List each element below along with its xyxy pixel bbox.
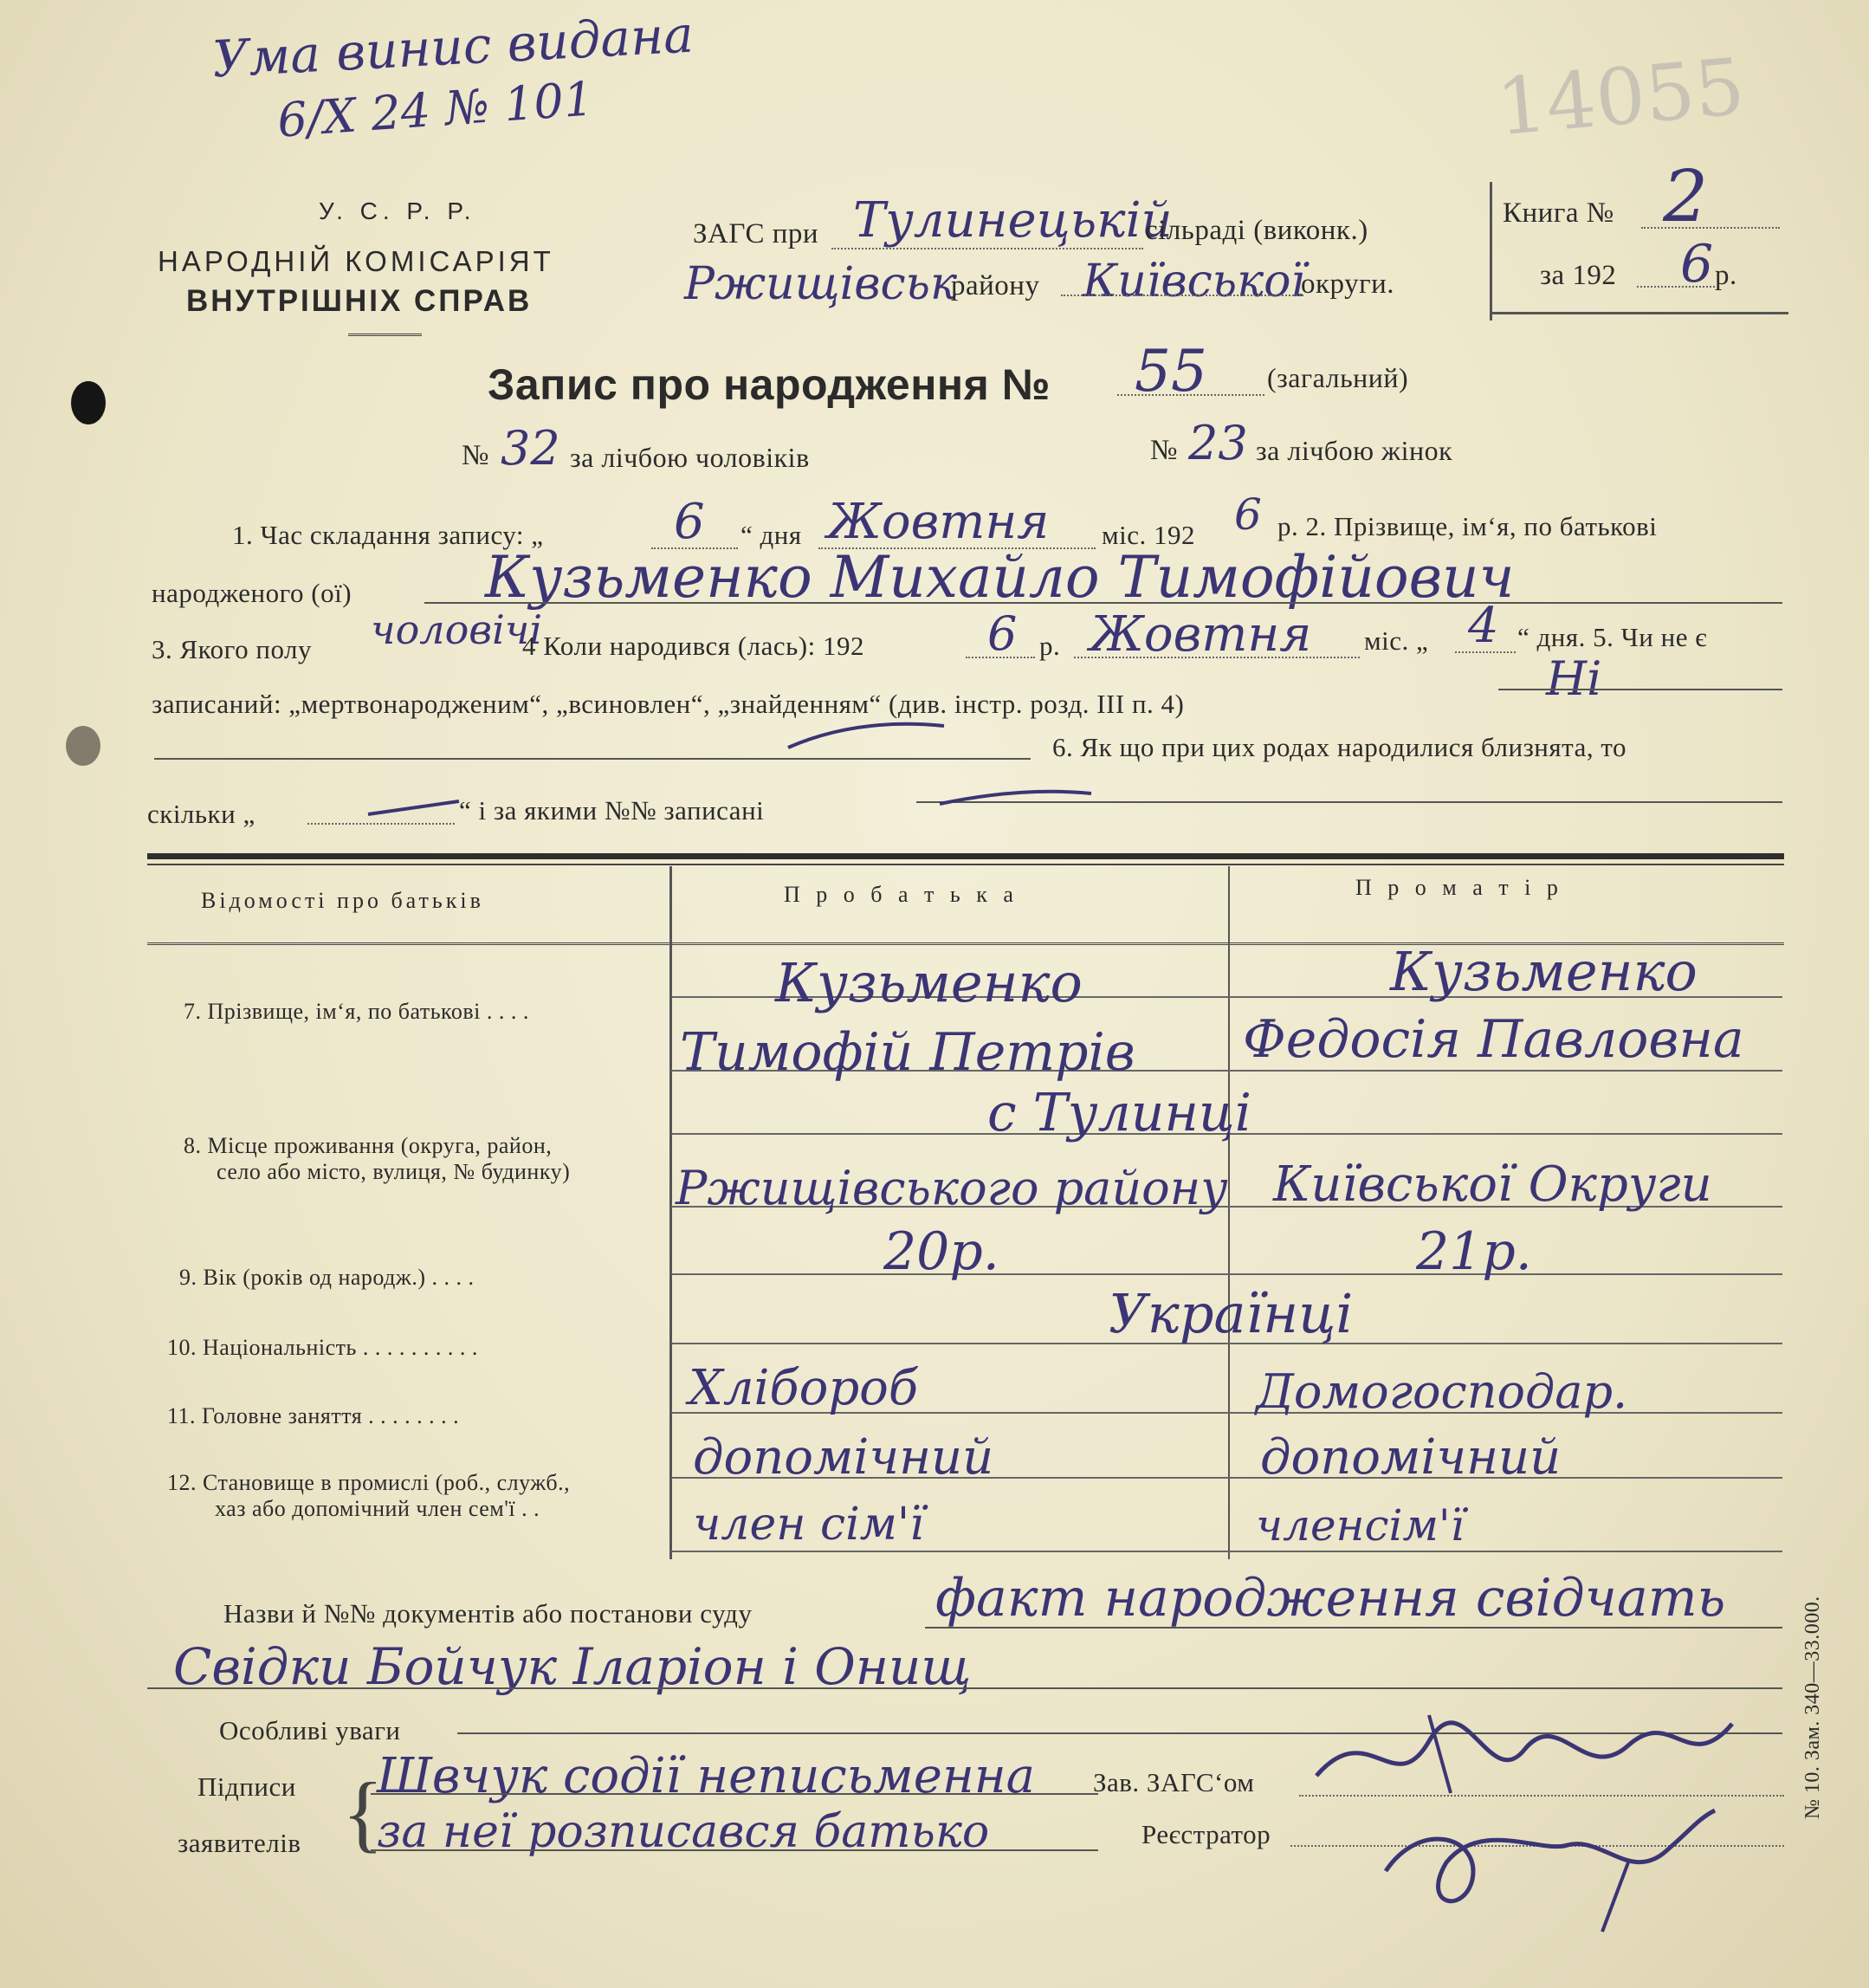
f4-year: 6	[987, 606, 1018, 661]
docs-line-2	[147, 1687, 1782, 1689]
f1-year: 6	[1234, 489, 1262, 540]
father-name: Тимофій Петрів	[680, 1022, 1135, 1083]
district-value: Ржищівськ	[684, 258, 958, 310]
f2-line	[424, 602, 1782, 604]
header-ministry-2: ВНУТРІШНІХ СПРАВ	[186, 284, 533, 318]
men-prefix: №	[462, 440, 489, 471]
zags-label: ЗАГС при	[693, 218, 819, 249]
docs-value: факт народження свідчать	[935, 1568, 1726, 1629]
registrar-signature	[1368, 1784, 1732, 1940]
book-box-bottom	[1490, 312, 1788, 314]
record-title: Запис про народження №	[488, 360, 1051, 409]
f4-month: Жовтня	[1090, 606, 1312, 663]
father-status-2: член сім'ї	[693, 1499, 924, 1551]
silradi-label: сільраді (виконк.)	[1145, 215, 1368, 246]
women-count: 23	[1188, 416, 1248, 470]
f5-line	[1498, 689, 1782, 690]
mother-residence-2: Київської Округи	[1273, 1156, 1712, 1213]
f4-suffix: “ дня. 5. Чи не є	[1517, 622, 1708, 652]
f2-label: народженого (ої)	[152, 578, 352, 608]
f3-label: 3. Якого полу	[152, 634, 313, 664]
head-label: Зав. ЗАГС‘ом	[1093, 1767, 1255, 1797]
signature-line-1	[371, 1793, 1098, 1795]
row-9-label: 9. Вік (років од народж.) . . . .	[179, 1265, 475, 1290]
book-year-line	[1637, 286, 1715, 288]
col-mother: П р о м а т і р	[1355, 875, 1563, 900]
mother-name: Федосія Павловна	[1243, 1009, 1744, 1070]
book-number: 2	[1663, 156, 1709, 238]
table-top-rule	[147, 853, 1784, 859]
punch-hole	[71, 381, 106, 424]
district-label: району	[951, 270, 1040, 301]
okrug-value-line	[1061, 295, 1303, 296]
top-note-2: 6/Х 24 № 101	[275, 71, 596, 148]
f2-value: Кузьменко Михайло Тимофійович	[485, 544, 1515, 611]
record-general: (загальний)	[1267, 362, 1409, 393]
f1-day-label: “ дня	[740, 520, 802, 550]
record-number-line	[1117, 394, 1264, 396]
okrug-value: Київської	[1083, 256, 1306, 308]
father-occupation: Хлібороб	[689, 1360, 919, 1416]
table-top-rule-2	[147, 864, 1784, 865]
f3-value: чоловічі	[371, 606, 543, 653]
f4-year-line	[966, 657, 1035, 658]
father-residence-2: Ржищівського району	[676, 1161, 1228, 1215]
f6b-label-2: “ і за якими №№ записані	[459, 795, 765, 826]
father-age: 20р.	[883, 1221, 999, 1282]
mother-status-2: членсім'ї	[1256, 1500, 1465, 1551]
signature-text-1: Швчук содії неписьменна	[377, 1748, 1035, 1804]
f6b-count-line	[307, 823, 455, 825]
f4-day-line	[1455, 651, 1516, 653]
row-10-label: 10. Національність . . . . . . . . . .	[167, 1335, 478, 1360]
f4-r: р.	[1039, 631, 1061, 661]
okrug-label: округи.	[1301, 269, 1395, 300]
notes-label: Особливі уваги	[219, 1715, 401, 1745]
f6b-dash-mark	[364, 788, 468, 823]
f6b-dash-mark-2	[935, 778, 1100, 813]
men-count: 32	[501, 421, 560, 476]
row-11-label: 11. Головне заняття . . . . . . . .	[167, 1403, 460, 1428]
col-info: Відомості про батьків	[201, 888, 484, 913]
header-ministry-1: НАРОДНІЙ КОМІСАРІЯТ	[158, 245, 554, 277]
nationality: Українці	[1109, 1282, 1354, 1345]
mother-status-1: допомічний	[1260, 1429, 1562, 1486]
book-number-line	[1641, 227, 1780, 229]
print-info: № 10. Зам. 340—33.000.	[1801, 1596, 1824, 1819]
f1-label: 1. Час складання запису: „	[232, 520, 544, 550]
top-note-1: Ума винис видана	[210, 4, 695, 89]
father-status-1: допомічний	[693, 1429, 994, 1486]
row-rule	[671, 1273, 1782, 1275]
f4-day: 4	[1468, 598, 1499, 654]
mother-occupation: Домогосподар.	[1256, 1364, 1628, 1419]
signatures-label-1: Підписи	[197, 1771, 296, 1802]
zags-value: Тулинецькій	[853, 192, 1173, 249]
women-prefix: №	[1150, 435, 1178, 466]
signature-text-2: за неї розписався батько	[377, 1806, 990, 1858]
row-7-label: 7. Прізвище, ім‘я, по батькові . . . .	[184, 999, 529, 1024]
mother-surname: Кузьменко	[1390, 940, 1698, 1003]
row-12-label-a: 12. Становище в промислі (роб., служб.,	[167, 1470, 571, 1495]
archive-number: 14055	[1492, 41, 1749, 154]
table-vline-2	[1228, 866, 1230, 1559]
col-father: П р о б а т ь к а	[784, 882, 1019, 907]
docs-line	[925, 1627, 1782, 1629]
f5-label: записаний: „мертвонародженим“, „всиновлен“, „знайденням“ (див. інстр. розд. III п. 4)	[152, 689, 1185, 719]
f4-month-line	[1074, 657, 1360, 658]
f5-value: Ні	[1546, 651, 1602, 706]
f6-dash-mark	[779, 709, 953, 761]
header-country: У. С. Р. Р.	[319, 198, 476, 224]
mother-age: 21р.	[1416, 1221, 1532, 1282]
signatures-label-2: заявителів	[178, 1828, 301, 1858]
punch-hole	[66, 726, 100, 766]
record-number: 55	[1135, 338, 1207, 405]
father-residence-1: с Тулинці	[987, 1083, 1251, 1143]
zags-value-line	[831, 248, 1143, 249]
row-8-label-a: 8. Місце проживання (округа, район,	[184, 1133, 553, 1158]
book-year-suffix: р.	[1715, 260, 1737, 291]
book-box-left	[1490, 182, 1492, 321]
women-label: за лічбою жінок	[1256, 435, 1453, 466]
table-vline-1	[669, 866, 672, 1559]
f1-day: 6	[674, 494, 705, 550]
row-8-label-b: село або місто, вулиця, № будинку)	[217, 1159, 571, 1184]
docs-value-2: Свідки Бойчук Іларіон і Онищ	[173, 1637, 972, 1696]
book-year-value: 6	[1680, 234, 1714, 295]
signatures-brace: {	[342, 1765, 385, 1861]
row-rule	[671, 1551, 1782, 1552]
f4-month-label: міс. „	[1364, 625, 1429, 656]
f1-month-label: міс. 192	[1102, 520, 1195, 550]
f6-label: 6. Як що при цих родах народилися близнята, то	[1052, 732, 1626, 762]
row-12-label-b: хаз або допомічний член сем'ї . .	[215, 1496, 540, 1521]
header-divider	[348, 333, 422, 336]
registrar-label: Реєстратор	[1141, 1819, 1271, 1849]
f6b-label-1: скільки „	[147, 799, 255, 829]
men-label: за лічбою чоловіків	[570, 442, 810, 473]
f1-suffix: р. 2. Прізвище, ім‘я, по батькові	[1277, 511, 1658, 541]
docs-label: Назви й №№ документів або постанови суду	[223, 1598, 753, 1629]
father-surname: Кузьменко	[775, 951, 1083, 1014]
f1-month: Жовтня	[827, 494, 1050, 550]
book-year-label: за 192	[1540, 260, 1617, 291]
signature-line-2	[371, 1849, 1098, 1851]
f4-label: 4 Коли народився (лась): 192	[522, 631, 864, 661]
book-label: Книга №	[1503, 198, 1614, 229]
